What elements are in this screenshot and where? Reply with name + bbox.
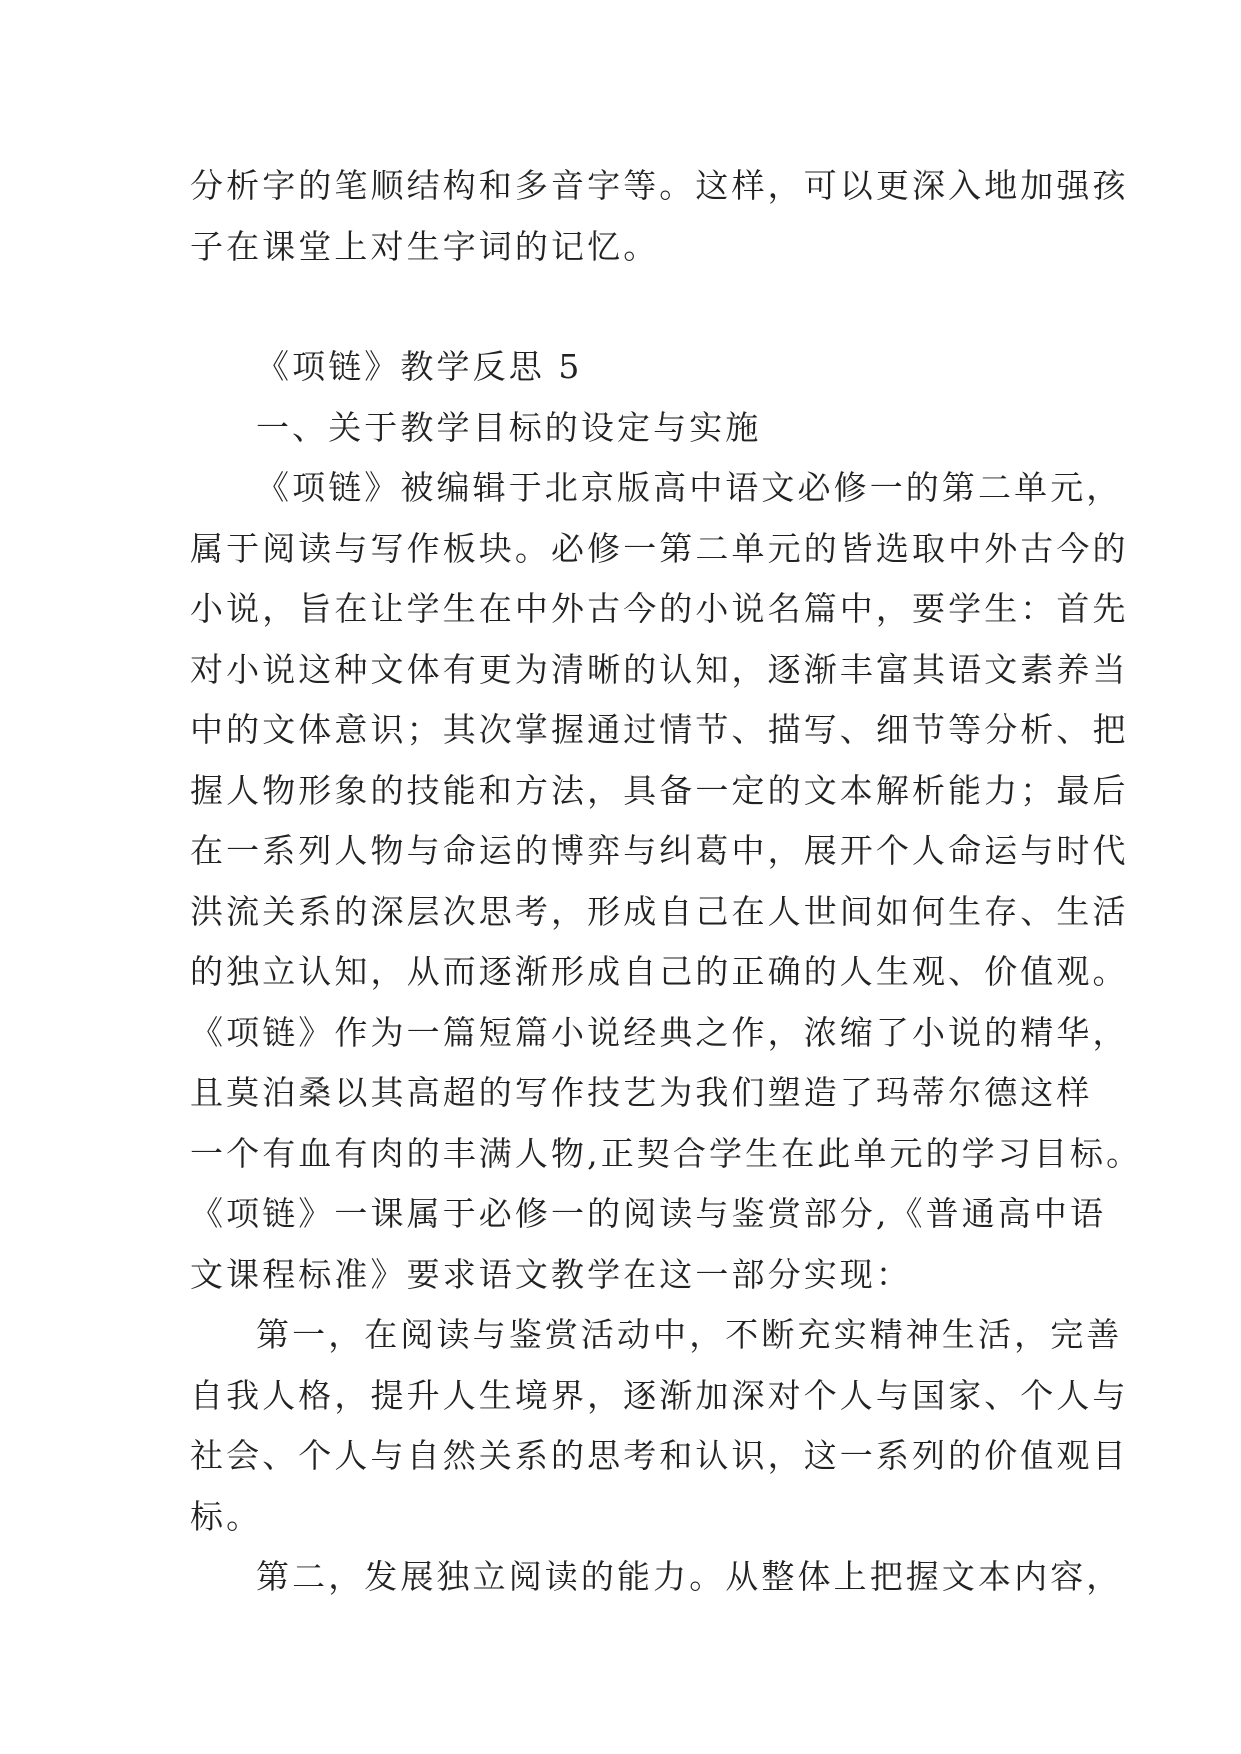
paragraph-first-line: 《项链》被编辑于北京版高中语文必修一的第二单元，: [256, 468, 1123, 507]
text-line: 社会、个人与自然关系的思考和认识，这一系列的价值观目: [190, 1436, 1129, 1475]
text-line: 《项链》一课属于必修一的阅读与鉴赏部分,《普通高中语: [190, 1194, 1107, 1233]
section-title: 《项链》教学反思 5: [256, 347, 583, 386]
text-line: 《项链》作为一篇短篇小说经典之作，浓缩了小说的精华，: [190, 1012, 1129, 1052]
paragraph-continued: [190, 156, 1129, 277]
section-subheading: 一、关于教学目标的设定与实施: [256, 407, 762, 447]
text-line: 中的文体意识；其次掌握通过情节、描写、细节等分析、把: [190, 710, 1129, 749]
text-line: 在一系列人物与命运的博弈与纠葛中，展开个人命运与时代: [190, 831, 1129, 870]
text-line: 握人物形象的技能和方法，具备一定的文本解析能力；最后: [190, 770, 1129, 810]
paragraph-first-line: 第二，发展独立阅读的能力。从整体上把握文本内容，: [256, 1557, 1123, 1596]
text-line: 分析字的笔顺结构和多音字等。这样，可以更深入地加强孩: [190, 166, 1129, 205]
text-line: 小说，旨在让学生在中外古今的小说名篇中，要学生：首先: [190, 589, 1129, 628]
text-line: 属于阅读与写作板块。必修一第二单元的皆选取中外古今的: [190, 528, 1129, 568]
paragraph-first-line: 第一，在阅读与鉴赏活动中，不断充实精神生活，完善: [256, 1315, 1123, 1354]
text-line: 对小说这种文体有更为清晰的认知，逐渐丰富其语文素养当: [190, 649, 1129, 689]
text-line: 且莫泊桑以其高超的写作技艺为我们塑造了玛蒂尔德这样: [190, 1073, 1093, 1112]
text-line: 标。: [190, 1496, 263, 1536]
text-line: 的独立认知，从而逐渐形成自己的正确的人生观、价值观。: [190, 952, 1129, 991]
text-line: 子在课堂上对生字词的记忆。: [190, 226, 660, 266]
text-line: 洪流关系的深层次思考，形成自己在人世间如何生存、生活: [190, 891, 1129, 931]
text-line: 文课程标准》要求语文教学在这一部分实现：: [190, 1254, 912, 1294]
section-reflection-5: [190, 337, 1143, 1608]
text-line: 一个有血有肉的丰满人物,正契合学生在此单元的学习目标。: [190, 1133, 1143, 1173]
text-line: 自我人格，提升人生境界，逐渐加深对个人与国家、个人与: [190, 1375, 1129, 1415]
